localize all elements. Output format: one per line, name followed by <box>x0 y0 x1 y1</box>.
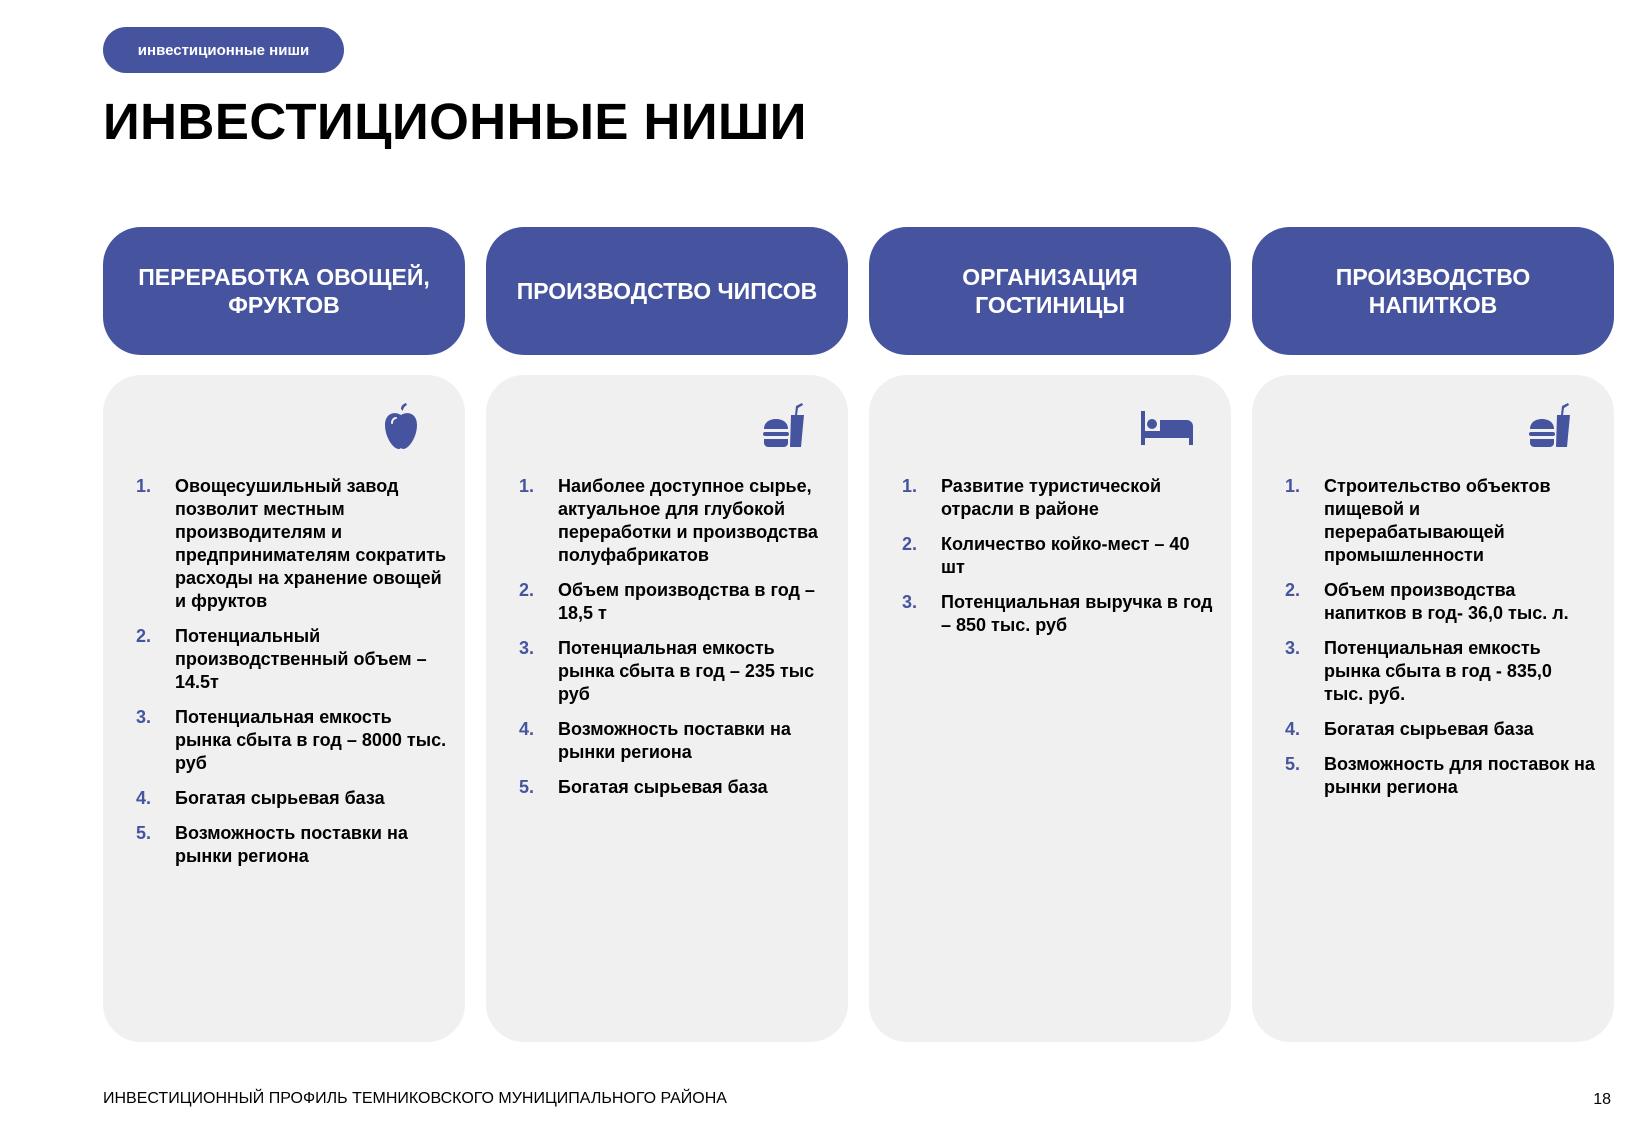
niche-header: ПЕРЕРАБОТКА ОВОЩЕЙ, ФРУКТОВ <box>103 227 465 355</box>
fast-food-icon <box>760 403 808 451</box>
niche-card <box>869 375 1231 1042</box>
list-item: 5. Возможность для поставок на рынки региона <box>1285 754 1595 797</box>
niche-items-list <box>1285 475 1596 811</box>
footer-text: ИНВЕСТИЦИОННЫЙ ПРОФИЛЬ ТЕМНИКОВСКОГО МУНИЦИПАЛЬНОГО РАЙОНА <box>103 1090 727 1107</box>
page-title: ИНВЕСТИЦИОННЫЕ НИШИ <box>103 93 807 150</box>
niche-card <box>486 375 848 1042</box>
list-item: 3. Потенциальная емкость рынка сбыта в год - 835,0 тыс. руб. <box>1285 638 1552 704</box>
list-item: 2. Объем производства в год – 18,5 т <box>519 580 815 623</box>
list-item: 3. Потенциальная емкость рынка сбыта в год – 8000 тыс. руб <box>136 707 447 773</box>
list-item: 5. Богатая сырьевая база <box>519 777 768 797</box>
list-item: 1. Развитие туристической отрасли в районе <box>902 476 1162 519</box>
bed-icon <box>1139 403 1195 451</box>
niche-items-list <box>136 475 447 880</box>
niche-items-list <box>519 475 830 811</box>
list-item: 2. Количество койко-мест – 40 шт <box>902 534 1190 577</box>
niche-column-drinks <box>1252 227 1614 797</box>
section-tag: инвестиционные ниши <box>103 27 344 73</box>
fast-food-icon <box>1526 403 1574 451</box>
list-item: 4. Богатая сырьевая база <box>1285 719 1534 739</box>
niche-card <box>103 375 465 1042</box>
niche-header: ОРГАНИЗАЦИЯ ГОСТИНИЦЫ <box>869 227 1231 355</box>
list-item: 4. Богатая сырьевая база <box>136 788 385 808</box>
niche-header: ПРОИЗВОДСТВО ЧИПСОВ <box>486 227 848 355</box>
apple-icon <box>377 403 425 451</box>
niche-card <box>1252 375 1614 1042</box>
list-item: 1. Наиболее доступное сырье, актуальное для глубокой переработки и производства полуфабрикатов <box>519 476 818 565</box>
page-number: 18 <box>1593 1091 1611 1108</box>
list-item: 3. Потенциальная выручка в год – 850 тыс. руб <box>902 592 1213 635</box>
list-item: 1. Строительство объектов пищевой и перерабатывающей промышленности <box>1285 476 1551 565</box>
list-item: 4. Возможность поставки на рынки региона <box>519 719 791 762</box>
niche-column-hotel <box>869 227 1231 635</box>
niche-header: ПРОИЗВОДСТВО НАПИТКОВ <box>1252 227 1614 355</box>
list-item: 2. Потенциальный производственный объем – 14.5т <box>136 626 427 692</box>
niche-column-chips <box>486 227 848 797</box>
niche-items-list <box>902 475 1213 649</box>
list-item: 1. Овощесушильный завод позволит местным производителям и предпринимателям сократить расходы на хранение овощей и фруктов <box>136 476 447 611</box>
list-item: 5. Возможность поставки на рынки региона <box>136 823 408 866</box>
list-item: 2. Объем производства напитков в год- 36,0 тыс. л. <box>1285 580 1569 623</box>
niche-column-vegetables <box>103 227 465 866</box>
list-item: 3. Потенциальная емкость рынка сбыта в год – 235 тыс руб <box>519 638 815 704</box>
